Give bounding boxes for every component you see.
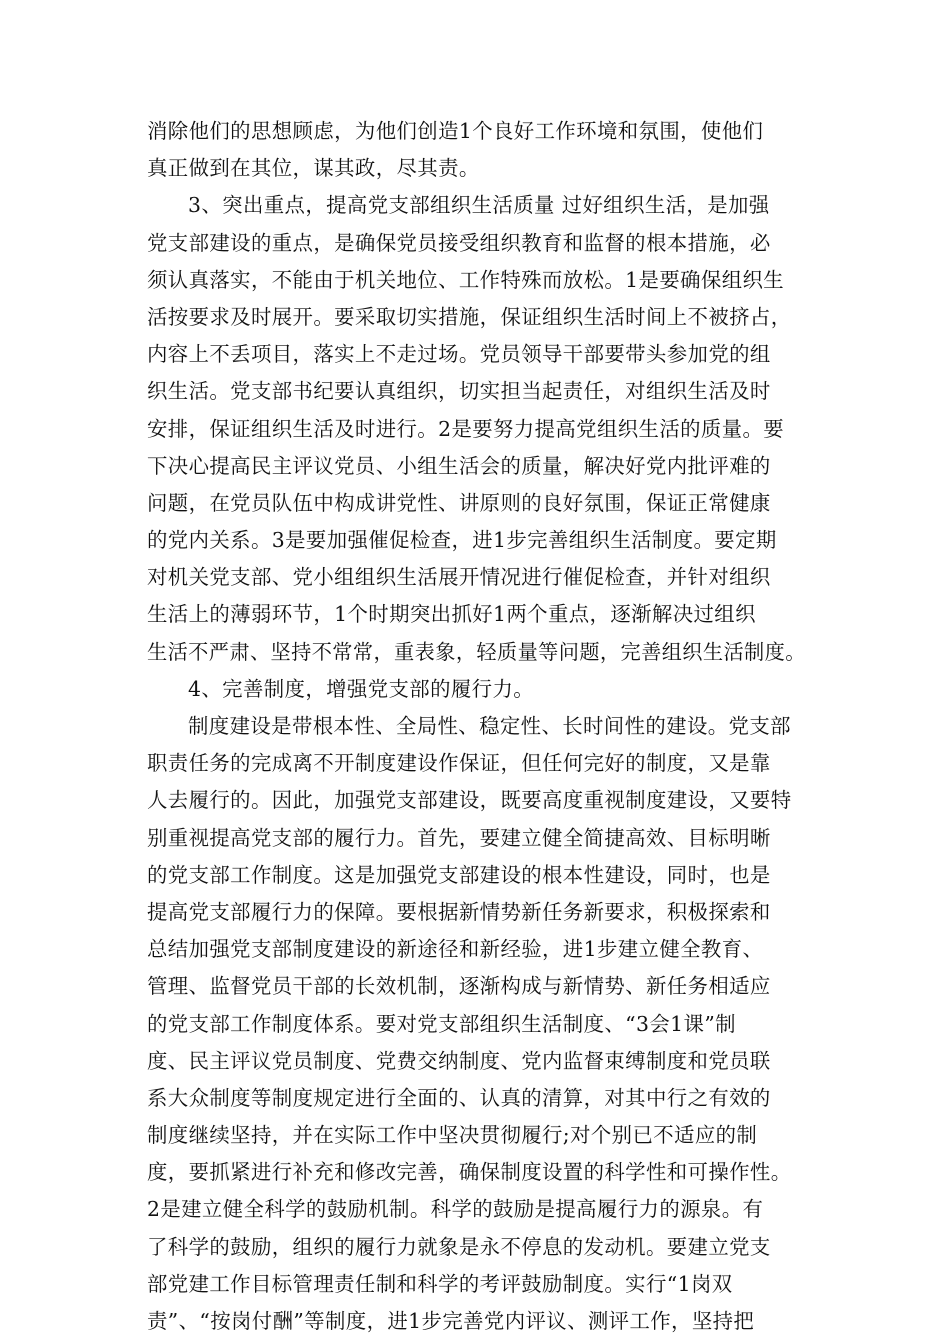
text-line: 党支部建设的重点，是确保党员接受组织教育和监督的根本措施，必: [147, 230, 771, 255]
text-line: 生活上的薄弱环节，1个时期突出抓好1两个重点，逐渐解决过组织: [147, 602, 756, 627]
text-line: 的党内关系。3是要加强催促检查，进1步完善组织生活制度。要定期: [147, 528, 777, 553]
text-line: 对机关党支部、党小组组织生活展开情况进行催促检查，并针对组织: [147, 565, 771, 590]
text-line: 总结加强党支部制度建设的新途径和新经验，进1步建立健全教育、: [147, 937, 764, 962]
text-line: 制度建设是带根本性、全局性、稳定性、长时间性的建设。党支部: [188, 714, 791, 738]
text-line: 的党支部工作制度。这是加强党支部建设的根本性建设，同时，也是: [147, 862, 771, 887]
text-line: 问题，在党员队伍中构成讲党性、讲原则的良好氛围，保证正常健康: [147, 490, 771, 515]
text-line: 人去履行的。因此，加强党支部建设，既要高度重视制度建设，又要特: [147, 788, 792, 813]
text-line: 部党建工作目标管理责任制和科学的考评鼓励制度。实行“1岗双: [147, 1271, 733, 1296]
text-line: 度、民主评议党员制度、党费交纳制度、党内监督束缚制度和党员联: [147, 1048, 771, 1073]
text-line: 内容上不丢项目，落实上不走过场。党员领导干部要带头参加党的组: [147, 342, 771, 367]
text-line: 系大众制度等制度规定进行全面的、认真的清算，对其中行之有效的: [147, 1085, 771, 1110]
text-line: 的党支部工作制度体系。要对党支部组织生活制度、“3会1课”制: [147, 1011, 736, 1036]
text-line: 安排，保证组织生活及时进行。2是要努力提高党组织生活的质量。要: [147, 416, 785, 441]
text-line: 管理、监督党员干部的长效机制，逐渐构成与新情势、新任务相适应: [147, 974, 771, 999]
text-line: 消除他们的思想顾虑，为他们创造1个良好工作环境和氛围，使他们: [147, 119, 764, 143]
text-line: 制度继续坚持，并在实际工作中坚决贯彻履行;对个别已不适应的制: [147, 1123, 758, 1148]
text-line: 下决心提高民主评议党员、小组生活会的质量，解决好党内批评难的: [147, 453, 771, 478]
text-line: 2是建立健全科学的鼓励机制。科学的鼓励是提高履行力的源泉。有: [147, 1197, 764, 1222]
text-line: 4、完善制度，增强党支部的履行力。: [188, 676, 535, 701]
text-line: 生活不严肃、坚持不常常，重表象，轻质量等问题，完善组织生活制度。: [147, 639, 806, 664]
text-line: 3、突出重点，提高党支部组织生活质量 过好组织生活，是加强: [188, 193, 770, 218]
text-line: 了科学的鼓励，组织的履行力就象是永不停息的发动机。要建立党支: [147, 1234, 771, 1259]
text-line: 真正做到在其位，谋其政，尽其责。: [147, 156, 480, 181]
document-body: [147, 113, 807, 1340]
text-line: 提高党支部履行力的保障。要根据新情势新任务新要求，积极探索和: [147, 899, 771, 924]
text-line: 责”、“按岗付酬”等制度，进1步完善党内评议、测评工作，坚持把: [147, 1309, 755, 1333]
text-line: 职责任务的完成离不开制度建设作保证，但任何完好的制度，又是靠: [147, 751, 771, 776]
text-line: 须认真落实，不能由于机关地位、工作特殊而放松。1是要确保组织生: [147, 267, 785, 292]
text-line: 活按要求及时展开。要采取切实措施，保证组织生活时间上不被挤占，: [147, 304, 792, 329]
text-line: 度，要抓紧进行补充和修改完善，确保制度设置的科学性和可操作性。: [147, 1160, 792, 1185]
text-line: 织生活。党支部书纪要认真组织，切实担当起责任，对组织生活及时: [147, 379, 771, 404]
text-line: 别重视提高党支部的履行力。首先，要建立健全简捷高效、目标明晰: [147, 825, 771, 850]
